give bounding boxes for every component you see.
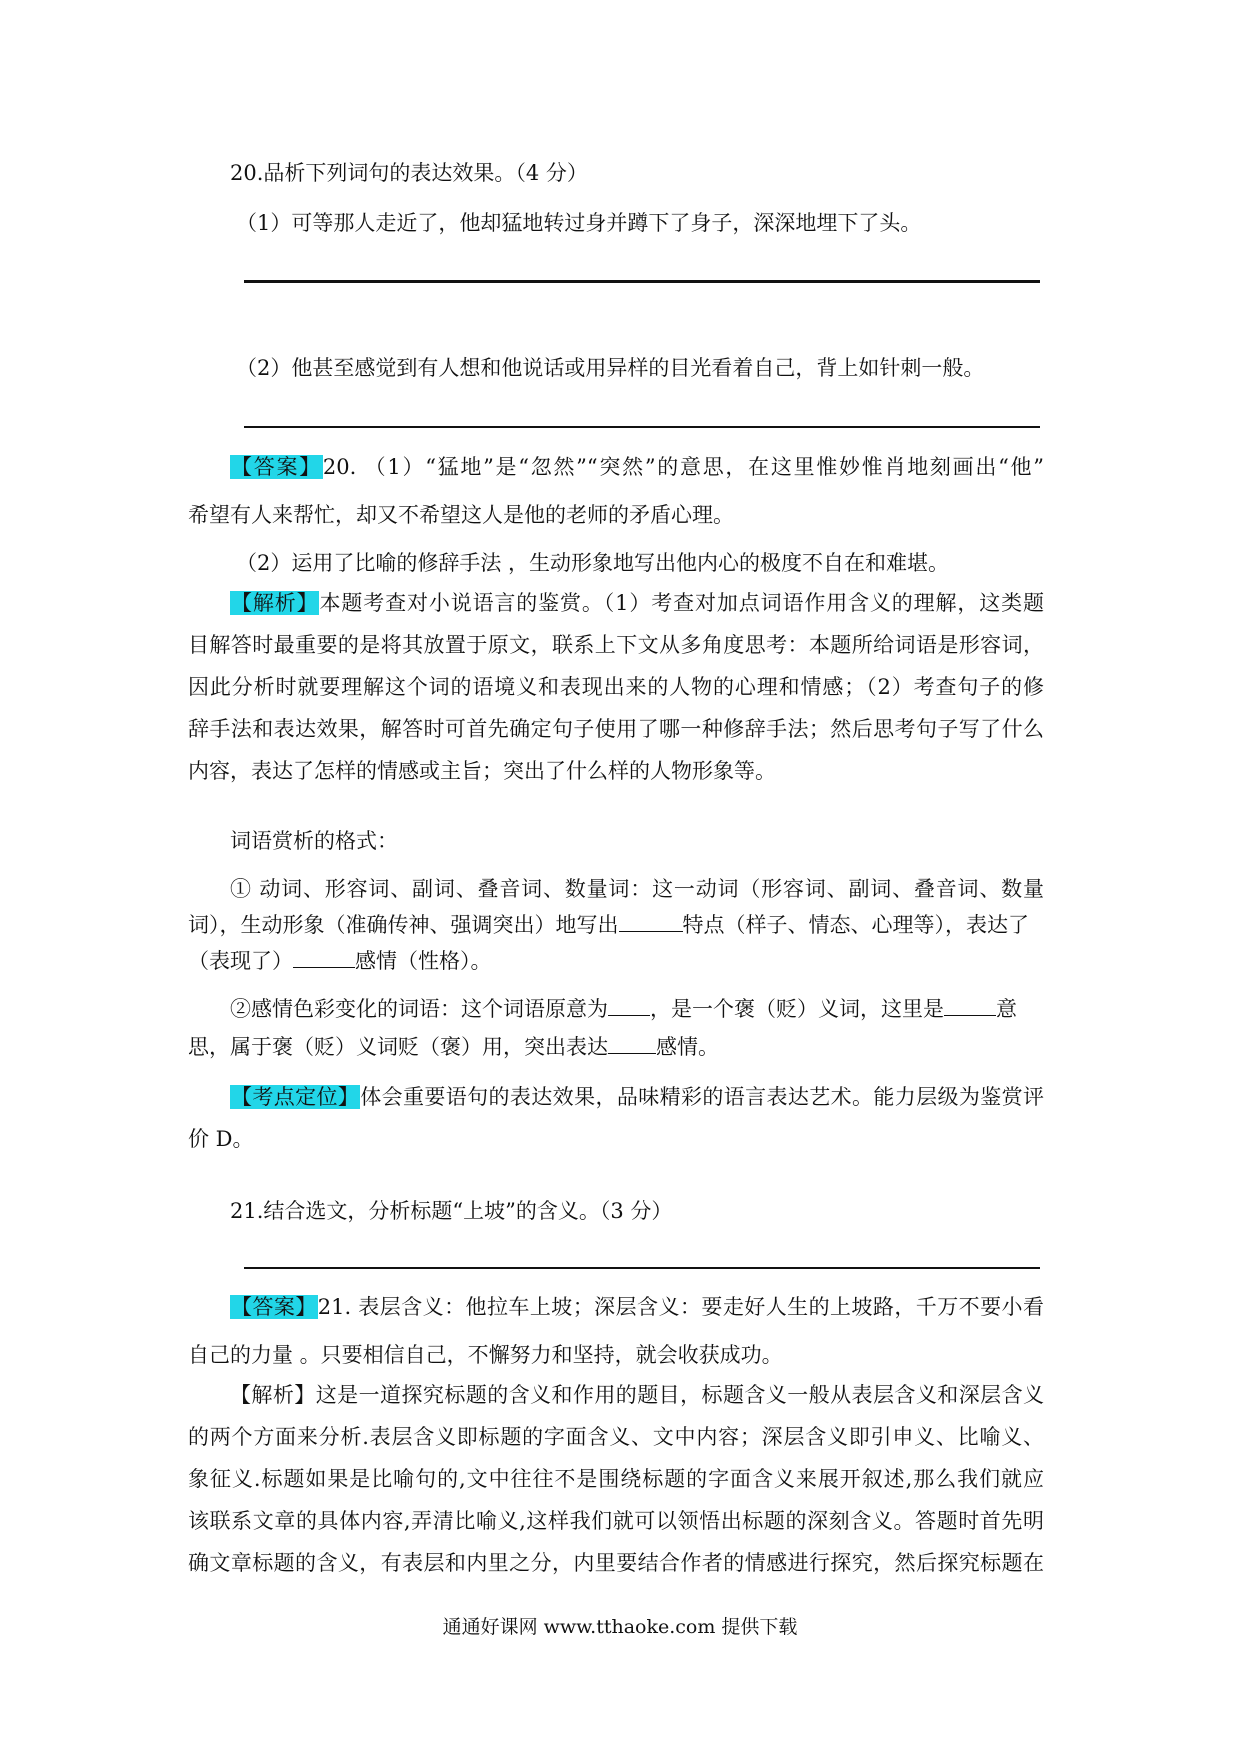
j21-line3: 象征义.标题如果是比喻句的,文中往往不是围绕标题的字面含义来展开叙述,那么我们就应 — [188, 1467, 1044, 1491]
format-p2-line2b: 感情。 — [656, 1035, 719, 1059]
format-title: 词语赏析的格式： — [230, 829, 398, 853]
analysis-tag: 【解析】 — [231, 591, 319, 615]
page-footer: 通通好课网 www.tthaoke.com 提供下载 — [442, 1616, 798, 1638]
format-p1-line3b: 感情（性格）。 — [355, 949, 492, 973]
j20-line5: 内容，表达了怎样的情感或主旨；突出了什么样的人物形象等。 — [188, 759, 776, 783]
format-p2-line1b: ，是一个褒（贬）义词，这里是 — [650, 997, 944, 1021]
format-p1-line2 — [188, 910, 1029, 940]
answer-tag: 【答案】 — [231, 1295, 317, 1319]
format-p2-line1c: 意 — [996, 997, 1017, 1021]
a21-line2: 自己的力量 。只要相信自己，不懈努力和坚持，就会收获成功。 — [188, 1343, 783, 1367]
format-p2-line2a: 思，属于褒（贬）义词贬（褒）用，突出表达 — [188, 1035, 608, 1059]
format-p2-line1a: ②感情色彩变化的词语：这个词语原意为 — [230, 997, 608, 1021]
answer-tag: 【答案】 — [231, 455, 322, 479]
q20-item2: （2）他甚至感觉到有人想和他说话或用异样的目光看着自己，背上如针刺一般。 — [236, 356, 985, 380]
a20-line1 — [230, 452, 1044, 482]
answer-line — [244, 280, 1040, 283]
fill-blank — [293, 967, 355, 968]
j21-line5: 确文章标题的含义，有表层和内里之分，内里要结合作者的情感进行探究，然后探究标题在 — [188, 1551, 1044, 1575]
j21-line4: 该联系文章的具体内容,弄清比喻义,这样我们就可以领悟出标题的深刻含义。答题时首先明 — [188, 1509, 1044, 1533]
q20-title: 20.品析下列词句的表达效果。（4 分） — [230, 161, 588, 185]
keypoint-tag: 【考点定位】 — [231, 1085, 360, 1109]
j20-line1-text: 本题考查对小说语言的鉴赏。（1）考查对加点词语作用含义的理解，这类题 — [319, 591, 1045, 615]
a21-line1 — [230, 1292, 1044, 1322]
format-p1-line2b: 特点（样子、情态、心理等），表达了 — [682, 913, 1029, 937]
format-p2-line2 — [188, 1032, 719, 1062]
a21-line1-text: 21. 表层含义：他拉车上坡；深层含义：要走好人生的上坡路，千万不要小看 — [317, 1295, 1045, 1319]
j21-line1: 【解析】这是一道探究标题的含义和作用的题目，标题含义一般从表层含义和深层含义 — [230, 1383, 1044, 1407]
q21-title: 21.结合选文，分析标题“上坡”的含义。（3 分） — [230, 1199, 673, 1223]
j21-line2: 的两个方面来分析.表层含义即标题的字面含义、文中内容；深层含义即引申义、比喻义、 — [188, 1425, 1044, 1449]
answer-line — [244, 1267, 1040, 1269]
a20-line3: （2）运用了比喻的修辞手法 ，生动形象地写出他内心的极度不自在和难堪。 — [236, 551, 950, 575]
fill-blank — [608, 1053, 656, 1054]
fill-blank — [608, 1015, 650, 1016]
format-p1-line1: ① 动词、形容词、副词、叠音词、数量词：这一动词（形容词、副词、叠音词、数量 — [230, 877, 1044, 901]
format-p1-line3 — [188, 946, 492, 976]
kd-line2: 价 D。 — [188, 1127, 254, 1151]
format-p2-line1 — [230, 994, 1017, 1024]
a20-line2: 希望有人来帮忙，却又不希望这人是他的老师的矛盾心理。 — [188, 503, 734, 527]
a20-line1-text: 20. （1）“猛地”是“忽然”“突然”的意思，在这里惟妙惟肖地刻画出“他” — [322, 455, 1044, 479]
j20-line4: 辞手法和表达效果，解答时可首先确定句子使用了哪一种修辞手法；然后思考句子写了什么 — [188, 717, 1044, 741]
kd-line1-text: 体会重要语句的表达效果，品味精彩的语言表达艺术。能力层级为鉴赏评 — [360, 1085, 1045, 1109]
answer-line — [244, 426, 1040, 428]
kd-line1 — [230, 1082, 1044, 1112]
fill-blank — [944, 1015, 996, 1016]
j20-line2: 目解答时最重要的是将其放置于原文，联系上下文从多角度思考：本题所给词语是形容词， — [188, 633, 1044, 657]
j20-line3: 因此分析时就要理解这个词的语境义和表现出来的人物的心理和情感；（2）考查句子的修 — [188, 675, 1044, 699]
q20-item1: （1）可等那人走近了，他却猛地转过身并蹲下了身子，深深地埋下了头。 — [236, 211, 922, 235]
format-p1-line2a: 词），生动形象（准确传神、强调突出）地写出 — [188, 913, 619, 937]
j20-line1 — [230, 588, 1044, 618]
format-p1-line3a: （表现了） — [188, 949, 293, 973]
fill-blank — [619, 931, 683, 932]
